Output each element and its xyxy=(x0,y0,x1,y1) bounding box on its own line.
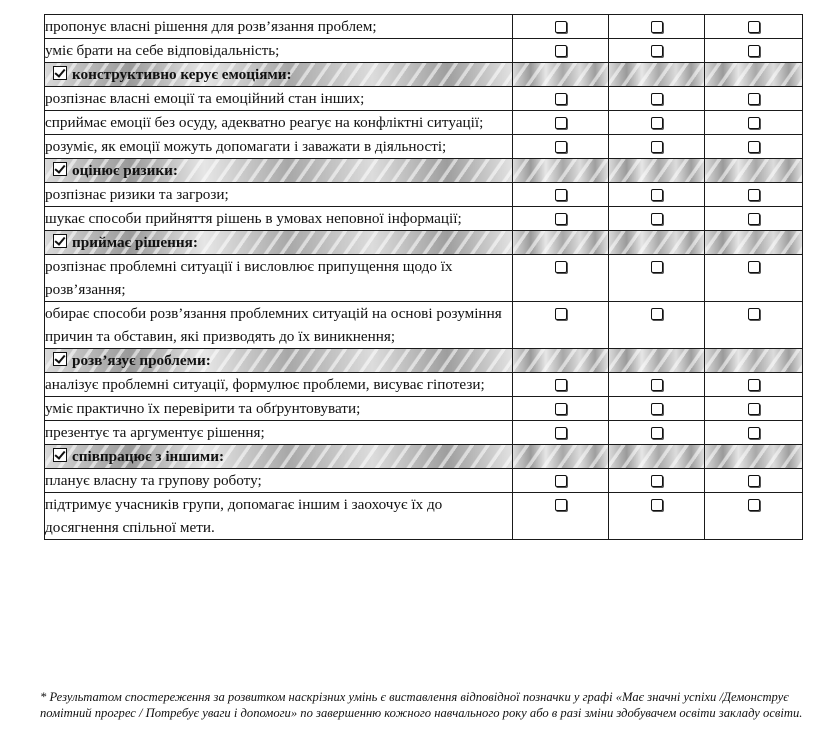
checkbox-cell-needs-attention xyxy=(705,111,803,135)
checkbox[interactable] xyxy=(555,499,567,511)
category-cell xyxy=(45,445,513,469)
checkbox-cell-significant-success xyxy=(513,493,609,540)
checkbox-cell-significant-success xyxy=(513,421,609,445)
checkbox[interactable] xyxy=(748,261,760,273)
checkbox-cell-significant-success xyxy=(513,39,609,63)
checkbox[interactable] xyxy=(555,213,567,225)
category-row xyxy=(45,231,803,255)
checkbox[interactable] xyxy=(651,21,663,33)
checkbox[interactable] xyxy=(651,475,663,487)
criterion-text: розпізнає ризики та загрози; xyxy=(45,183,513,207)
checkbox[interactable] xyxy=(651,379,663,391)
category-shaded-cell xyxy=(609,445,705,469)
category-row xyxy=(45,349,803,373)
checkbox[interactable] xyxy=(555,117,567,129)
checkbox-cell-notable-progress xyxy=(609,135,705,159)
checkbox-cell-notable-progress xyxy=(609,373,705,397)
table-row xyxy=(45,302,803,349)
checkbox[interactable] xyxy=(555,261,567,273)
category-shaded-cell xyxy=(513,231,609,255)
criterion-text: підтримує учасників групи, допомагає іншим і заохочує їх до досягнення спільної мети. xyxy=(45,493,513,540)
checkbox[interactable] xyxy=(748,308,760,320)
criterion-text: пропонує власні рішення для розв’язання проблем; xyxy=(45,15,513,39)
checkbox[interactable] xyxy=(555,21,567,33)
table-row xyxy=(45,373,803,397)
category-shaded-cell xyxy=(705,349,803,373)
checkbox-cell-notable-progress xyxy=(609,15,705,39)
checkbox-cell-needs-attention xyxy=(705,135,803,159)
checkbox-cell-significant-success xyxy=(513,397,609,421)
checkbox-cell-notable-progress xyxy=(609,255,705,302)
checkbox[interactable] xyxy=(555,308,567,320)
checkbox-cell-notable-progress xyxy=(609,111,705,135)
footnote: * Результатом спостереження за розвитком наскрізних умінь є виставлення відповідної позначки у графі «Має значні успіхи /Демонструє помітний прогрес / Потребує уваги і допомоги» по завершенню кожного навчального року або в разі зміни здобувачем освіти закладу освіти. xyxy=(40,690,803,720)
checkbox-cell-significant-success xyxy=(513,135,609,159)
checkbox[interactable] xyxy=(651,308,663,320)
table-row xyxy=(45,469,803,493)
checkbox[interactable] xyxy=(748,21,760,33)
checkbox-cell-significant-success xyxy=(513,302,609,349)
category-shaded-cell xyxy=(705,445,803,469)
category-shaded-cell xyxy=(705,63,803,87)
table-row xyxy=(45,15,803,39)
category-shaded-cell xyxy=(609,159,705,183)
checkbox[interactable] xyxy=(748,93,760,105)
checkbox-cell-significant-success xyxy=(513,469,609,493)
checkbox-cell-notable-progress xyxy=(609,421,705,445)
category-heading: конструктивно керує емоціями: xyxy=(72,66,292,83)
criterion-text: шукає способи прийняття рішень в умовах неповної інформації; xyxy=(45,207,513,231)
checkbox[interactable] xyxy=(651,403,663,415)
category-shaded-cell xyxy=(513,63,609,87)
checkbox-cell-needs-attention xyxy=(705,39,803,63)
checkbox-cell-needs-attention xyxy=(705,15,803,39)
checkbox[interactable] xyxy=(748,427,760,439)
category-cell xyxy=(45,349,513,373)
category-shaded-cell xyxy=(609,63,705,87)
checkbox-cell-needs-attention xyxy=(705,207,803,231)
criterion-text: обирає способи розв’язання проблемних ситуацій на основі розуміння причин та обставин, які призводять до їх виникнення; xyxy=(45,302,513,349)
checkbox[interactable] xyxy=(651,189,663,201)
checkbox-cell-significant-success xyxy=(513,111,609,135)
checkbox-cell-significant-success xyxy=(513,183,609,207)
category-cell xyxy=(45,63,513,87)
checkbox-cell-notable-progress xyxy=(609,469,705,493)
checkbox[interactable] xyxy=(555,403,567,415)
checkbox-cell-needs-attention xyxy=(705,87,803,111)
criterion-text: презентує та аргументує рішення; xyxy=(45,421,513,445)
checkbox-cell-notable-progress xyxy=(609,87,705,111)
checkbox[interactable] xyxy=(748,117,760,129)
checkbox[interactable] xyxy=(555,379,567,391)
category-shaded-cell xyxy=(513,159,609,183)
checkbox[interactable] xyxy=(748,45,760,57)
checkbox-cell-notable-progress xyxy=(609,302,705,349)
category-row xyxy=(45,445,803,469)
criterion-text: уміє практично їх перевірити та обґрунтовувати; xyxy=(45,397,513,421)
category-row xyxy=(45,159,803,183)
checkbox-cell-significant-success xyxy=(513,255,609,302)
category-heading: оцінює ризики: xyxy=(72,162,178,179)
criterion-text: розпізнає власні емоції та емоційний стан інших; xyxy=(45,87,513,111)
criterion-text: сприймає емоції без осуду, адекватно реагує на конфліктні ситуації; xyxy=(45,111,513,135)
checkbox-cell-needs-attention xyxy=(705,255,803,302)
table-row xyxy=(45,397,803,421)
checkbox[interactable] xyxy=(651,93,663,105)
checkbox-cell-significant-success xyxy=(513,373,609,397)
skills-table xyxy=(44,14,803,540)
checkbox-cell-significant-success xyxy=(513,87,609,111)
table-row xyxy=(45,255,803,302)
category-row xyxy=(45,63,803,87)
category-shaded-cell xyxy=(609,349,705,373)
checkbox[interactable] xyxy=(748,403,760,415)
table-row xyxy=(45,493,803,540)
checkbox-cell-notable-progress xyxy=(609,183,705,207)
criterion-text: уміє брати на себе відповідальність; xyxy=(45,39,513,63)
criterion-text: планує власну та групову роботу; xyxy=(45,469,513,493)
category-shaded-cell xyxy=(609,231,705,255)
checkbox[interactable] xyxy=(651,141,663,153)
category-shaded-cell xyxy=(513,445,609,469)
criterion-text: аналізує проблемні ситуації, формулює проблеми, висуває гіпотези; xyxy=(45,373,513,397)
checkbox[interactable] xyxy=(651,117,663,129)
checkbox[interactable] xyxy=(748,499,760,511)
checkbox-cell-needs-attention xyxy=(705,469,803,493)
table-row xyxy=(45,39,803,63)
checkbox-cell-needs-attention xyxy=(705,397,803,421)
checkbox[interactable] xyxy=(555,93,567,105)
checkbox[interactable] xyxy=(651,427,663,439)
checkbox[interactable] xyxy=(651,45,663,57)
checkbox[interactable] xyxy=(651,499,663,511)
category-heading: співпрацює з іншими: xyxy=(72,448,225,465)
checkbox-cell-needs-attention xyxy=(705,421,803,445)
checkbox-cell-notable-progress xyxy=(609,493,705,540)
table-row xyxy=(45,111,803,135)
category-shaded-cell xyxy=(705,231,803,255)
checkbox-cell-needs-attention xyxy=(705,183,803,207)
checkbox[interactable] xyxy=(555,189,567,201)
checkbox-cell-notable-progress xyxy=(609,207,705,231)
checked-box-icon xyxy=(53,66,67,80)
checkbox[interactable] xyxy=(651,213,663,225)
checked-box-icon xyxy=(53,234,67,248)
table-row xyxy=(45,87,803,111)
checkbox[interactable] xyxy=(748,379,760,391)
category-shaded-cell xyxy=(513,349,609,373)
category-cell xyxy=(45,231,513,255)
checked-box-icon xyxy=(53,352,67,366)
checkbox[interactable] xyxy=(555,141,567,153)
checkbox[interactable] xyxy=(748,475,760,487)
criterion-text: розуміє, як емоції можуть допомагати і заважати в діяльності; xyxy=(45,135,513,159)
checked-box-icon xyxy=(53,448,67,462)
checkbox-cell-notable-progress xyxy=(609,39,705,63)
checkbox-cell-significant-success xyxy=(513,207,609,231)
checkbox[interactable] xyxy=(748,213,760,225)
category-heading: приймає рішення: xyxy=(72,234,198,251)
table-row xyxy=(45,135,803,159)
assessment-sheet xyxy=(44,14,802,540)
checkbox-cell-needs-attention xyxy=(705,373,803,397)
table-row xyxy=(45,183,803,207)
table-row xyxy=(45,421,803,445)
checkbox[interactable] xyxy=(555,427,567,439)
checkbox[interactable] xyxy=(748,141,760,153)
checkbox-cell-notable-progress xyxy=(609,397,705,421)
checkbox[interactable] xyxy=(555,45,567,57)
checked-box-icon xyxy=(53,162,67,176)
category-cell xyxy=(45,159,513,183)
table-row xyxy=(45,207,803,231)
criterion-text: розпізнає проблемні ситуації і висловлює припущення щодо їх розв’язання; xyxy=(45,255,513,302)
checkbox[interactable] xyxy=(651,261,663,273)
checkbox[interactable] xyxy=(555,475,567,487)
checkbox-cell-needs-attention xyxy=(705,302,803,349)
checkbox[interactable] xyxy=(748,189,760,201)
category-shaded-cell xyxy=(705,159,803,183)
checkbox-cell-significant-success xyxy=(513,15,609,39)
checkbox-cell-needs-attention xyxy=(705,493,803,540)
category-heading: розв’язує проблеми: xyxy=(72,352,211,369)
